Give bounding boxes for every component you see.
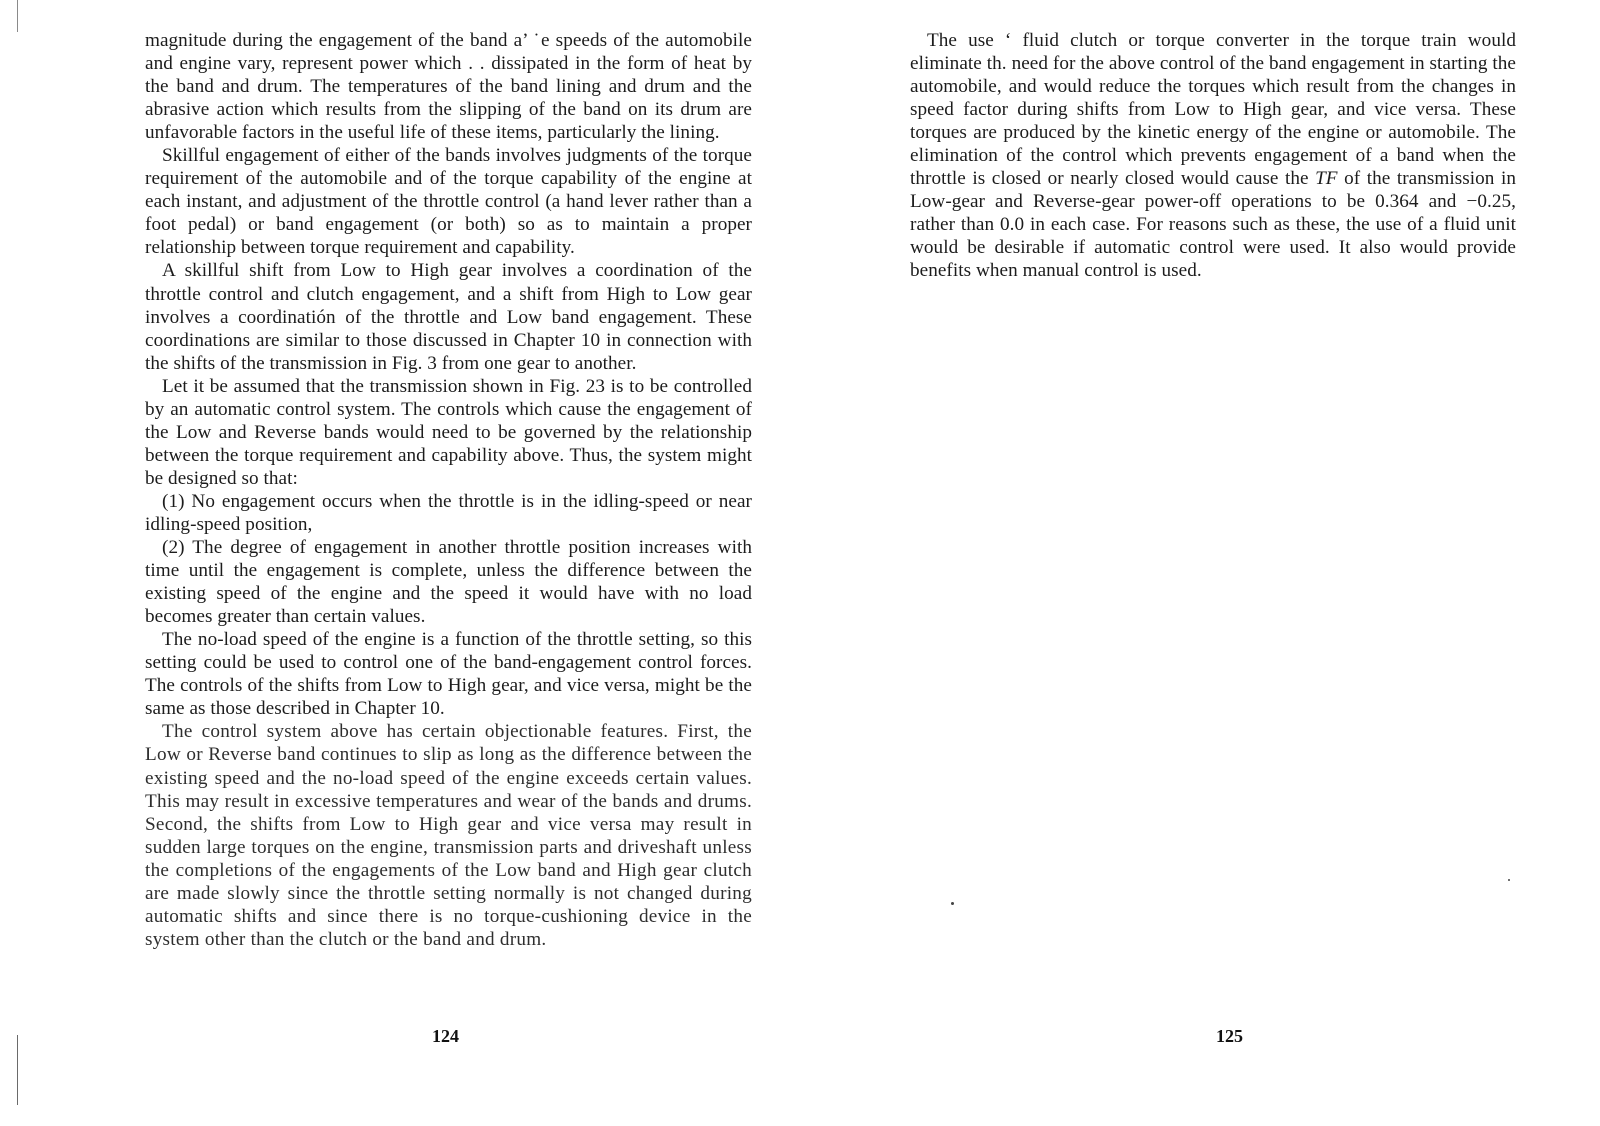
paragraph: The no-load speed of the engine is a function of the throttle setting, so this setting could be used to control one of the band-engagement control forces. The controls of the shifts from Low to High gear, and vice versa, might be the same as those described in Chapter 10. xyxy=(145,629,752,720)
page-number: 124 xyxy=(432,1026,459,1046)
paragraph-text: The use ‘ fluid clutch or torque converter in the torque train would eliminate th. need for the above control of the band engagement in starting the automobile, and would reduce the torques which result from the changes in speed factor during shifts from Low to High gear, and vice versa. These torques are produced by the kinetic energy of the engine or automobile. The elimination of the control which prevents engagement of a band when the throttle is closed or nearly closed would cause the xyxy=(910,30,1516,190)
scan-speck xyxy=(1508,879,1510,881)
left-page-body xyxy=(145,29,752,951)
paragraph: The control system above has certain objectionable features. First, the Low or Reverse band continues to slip as long as the difference between the existing speed and the no-load speed of the engine exceeds certain values. This may result in excessive temperatures and wear of the bands and drums. Second, the shifts from Low to High gear and vice versa may result in sudden large torques on the engine, transmission parts and driveshaft unless the completions of the engagements of the Low band and High gear clutch are made slowly since the throttle setting normally is not changed during automatic shifts and since there is no torque-cushioning device in the system other than the clutch or the band and drum. xyxy=(145,721,752,950)
paragraph: A skillful shift from Low to High gear involves a coordination of the throttle control and clutch engagement, and a shift from High to Low gear involves a coordinatión of the throttle and Low band engagement. These coordinations are similar to those discussed in Chapter 10 in connection with the shifts of the transmission in Fig. 3 from one gear to another. xyxy=(145,260,752,374)
paragraph xyxy=(910,29,1516,283)
right-page-body xyxy=(910,29,1516,283)
list-item: (2) The degree of engagement in another throttle position increases with time until the engagement is complete, unless the difference between the existing speed of the engine and the speed it would have with no load becomes greater than certain values. xyxy=(145,537,752,628)
italic-symbol: TF xyxy=(1315,168,1338,190)
paragraph: magnitude during the engagement of the band a’ ˙e speeds of the automobile and engine vary, represent power which . . dissipated in the form of heat by the band and drum. The temperatures of the band lining and drum and the abrasive action which results from the slipping of the band on its drum are unfavorable factors in the useful life of these items, particularly the lining. xyxy=(145,30,752,144)
paragraph-text: of the transmission in Low-gear and Reverse-gear power-off operations to be 0.364 and −0.25, rather than 0.0 in each case. For reasons such as these, the use of a fluid unit would be desirable if automatic control were used. It also would provide benefits when manual control is used. xyxy=(910,168,1516,282)
scan-speck xyxy=(951,902,954,905)
paragraph: Skillful engagement of either of the bands involves judgments of the torque requirement of the automobile and of the torque capability of the engine at each instant, and adjustment of the throttle control (a hand lever rather than a foot pedal) or band engagement (or both) so as to maintain a proper relationship between torque requirement and capability. xyxy=(145,145,752,259)
paragraph: Let it be assumed that the transmission shown in Fig. 23 is to be controlled by an automatic control system. The controls which cause the engagement of the Low and Reverse bands would need to be governed by the relationship between the torque requirement and capability above. Thus, the system might be designed so that: xyxy=(145,375,752,489)
page-number: 125 xyxy=(1216,1026,1243,1046)
binding-edge-mark xyxy=(17,0,18,32)
list-item: (1) No engagement occurs when the throttle is in the idling-speed or near idling-speed position, xyxy=(145,490,752,535)
binding-edge-mark xyxy=(17,1035,18,1105)
